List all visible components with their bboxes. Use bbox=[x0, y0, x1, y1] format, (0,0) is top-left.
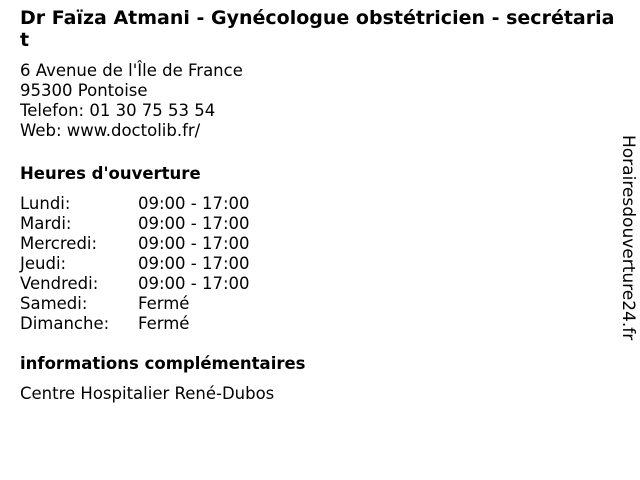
hours-time: Fermé bbox=[138, 314, 190, 333]
hours-day: Dimanche: bbox=[20, 314, 110, 333]
hours-time: 09:00 - 17:00 bbox=[138, 234, 250, 253]
hours-row-friday bbox=[20, 274, 616, 294]
additional-info-heading: informations complémentaires bbox=[20, 354, 306, 373]
street-address: 6 Avenue de l'Île de France bbox=[20, 61, 243, 80]
business-card bbox=[20, 7, 616, 404]
hours-row-sunday bbox=[20, 314, 616, 334]
hours-time: 09:00 - 17:00 bbox=[138, 274, 250, 293]
hours-row-monday bbox=[20, 194, 616, 214]
site-watermark: Horairesdouverture24.fr bbox=[618, 135, 638, 341]
hours-time: 09:00 - 17:00 bbox=[138, 214, 250, 233]
hours-time: 09:00 - 17:00 bbox=[138, 194, 250, 213]
contact-block bbox=[20, 61, 616, 141]
opening-hours-table bbox=[20, 194, 616, 334]
hours-day: Mercredi: bbox=[20, 234, 98, 253]
hours-day: Vendredi: bbox=[20, 274, 99, 293]
hours-day: Mardi: bbox=[20, 214, 72, 233]
city-postal: 95300 Pontoise bbox=[20, 81, 148, 100]
hours-row-saturday bbox=[20, 294, 616, 314]
hours-day: Jeudi: bbox=[20, 254, 67, 273]
hours-time: 09:00 - 17:00 bbox=[138, 254, 250, 273]
page-title: Dr Faïza Atmani - Gynécologue obstétricien - secrétariat bbox=[20, 7, 615, 51]
website-line: Web: www.doctolib.fr/ bbox=[20, 121, 201, 140]
phone-line: Telefon: 01 30 75 53 54 bbox=[20, 101, 216, 120]
hours-day: Lundi: bbox=[20, 194, 71, 213]
hours-day: Samedi: bbox=[20, 294, 88, 313]
hours-time: Fermé bbox=[138, 294, 190, 313]
hours-row-tuesday bbox=[20, 214, 616, 234]
hours-row-wednesday bbox=[20, 234, 616, 254]
opening-hours-heading: Heures d'ouverture bbox=[20, 164, 201, 183]
additional-info-text: Centre Hospitalier René-Dubos bbox=[20, 384, 275, 403]
hours-row-thursday bbox=[20, 254, 616, 274]
